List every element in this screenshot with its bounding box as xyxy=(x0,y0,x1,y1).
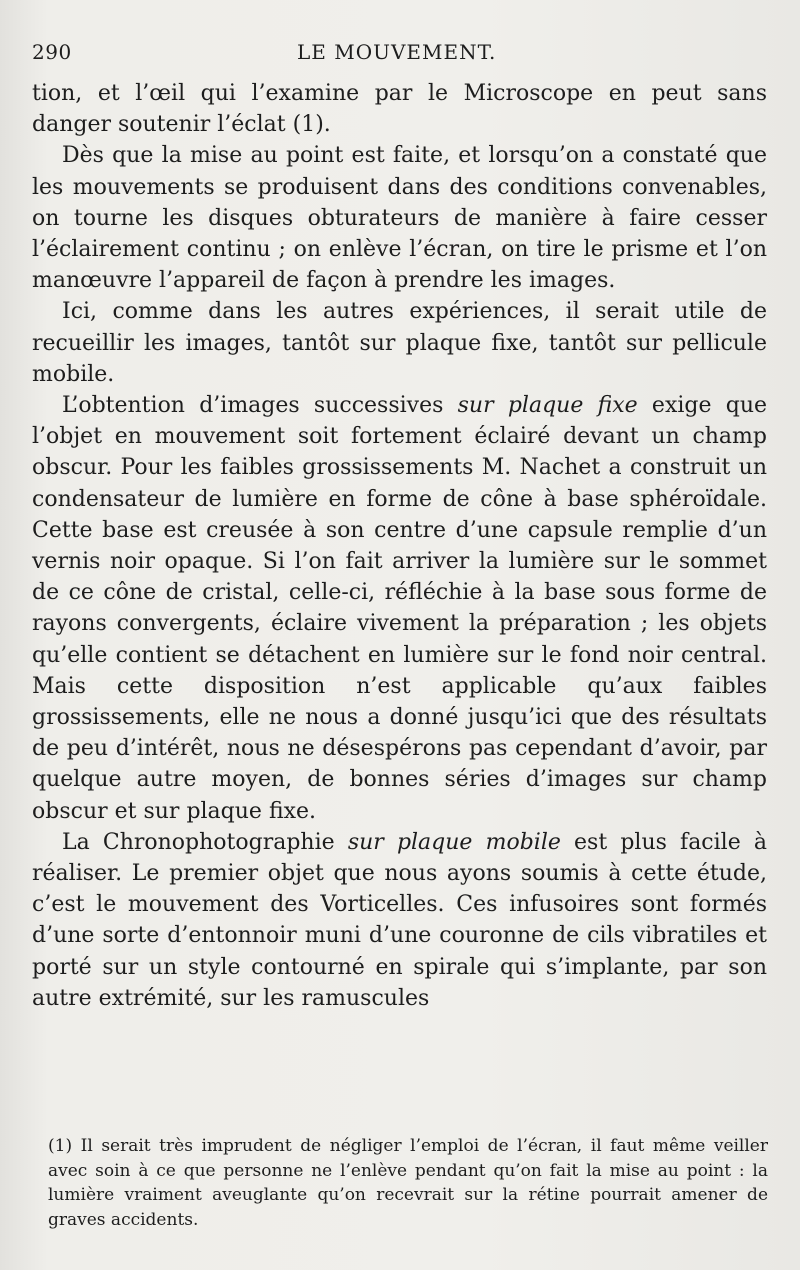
page-number: 290 xyxy=(32,40,72,64)
paragraph-4 xyxy=(32,390,767,827)
paragraph-1-text: tion, et l’œil qui l’examine par le Microscope en peut sans danger soutenir l’éclat (1). xyxy=(32,81,767,138)
paragraph-4-emphasis: sur plaque fixe xyxy=(457,393,638,419)
paragraph-4-text-a: L’obtention d’images successives xyxy=(62,393,458,419)
paragraph-2 xyxy=(32,140,767,296)
paragraph-4-text-b: exige que l’objet en mouvement soit fortement éclairé devant un champ obscur. Pour les faibles grossissements M. Nachet a construit un condensateur de lumière en forme de cône à base sphéroïdale. Cette base est creusée à son centre d’une capsule remplie d’un vernis noir opaque. Si l’on fait arriver la lumière sur le sommet de ce cône de cristal, celle-ci, réfléchie à la base sous forme de rayons convergents, éclaire vivement la préparation ; les objets qu’elle contient se détachent en lumière sur le fond noir central. Mais cette disposition n’est applicable qu’aux faibles grossissements, elle ne nous a donné jusqu’ici que des résultats de peu d’intérêt, nous ne désespérons pas cependant d’avoir, par quelque autre moyen, de bonnes séries d’images sur champ obscur et sur plaque fixe. xyxy=(32,393,768,824)
paragraph-3 xyxy=(32,296,767,390)
paragraph-2-text: Dès que la mise au point est faite, et lorsqu’on a constaté que les mouvements se produisent dans des conditions convenables, on tourne les disques obturateurs de manière à faire cesser l’éclairement continu ; on enlève l’écran, on tire le prisme et l’on manœuvre l’appareil de façon à prendre les images. xyxy=(32,143,767,294)
paragraph-1 xyxy=(32,78,767,140)
paragraph-5 xyxy=(32,827,767,1014)
paragraph-5-text-a: La Chronophotographie xyxy=(62,829,348,855)
body-text xyxy=(32,78,767,1014)
running-head: LE MOUVEMENT. xyxy=(297,40,497,64)
paragraph-5-emphasis: sur plaque mobile xyxy=(347,829,561,855)
page-header xyxy=(32,40,767,70)
footnote xyxy=(48,1134,768,1232)
footnote-text: (1) Il serait très imprudent de négliger l’emploi de l’écran, il faut même veiller avec soin à ce que personne ne l’enlève pendant qu’on fait la mise au point : la lumière vraiment aveuglante qu’on recevrait sur la rétine pourrait amener de graves accidents. xyxy=(48,1136,768,1230)
paragraph-3-text: Ici, comme dans les autres expériences, il serait utile de recueillir les images, tantôt sur plaque fixe, tantôt sur pellicule mobile. xyxy=(32,299,767,387)
paragraph-5-text-b: est plus facile à réaliser. Le premier objet que nous ayons soumis à cette étude, c’est le mouvement des Vorticelles. Ces infusoires sont formés d’une sorte d’entonnoir muni d’une couronne de cils vibratiles et porté sur un style contourné en spirale qui s’implante, par son autre extrémité, sur les ramuscules xyxy=(32,829,767,1011)
